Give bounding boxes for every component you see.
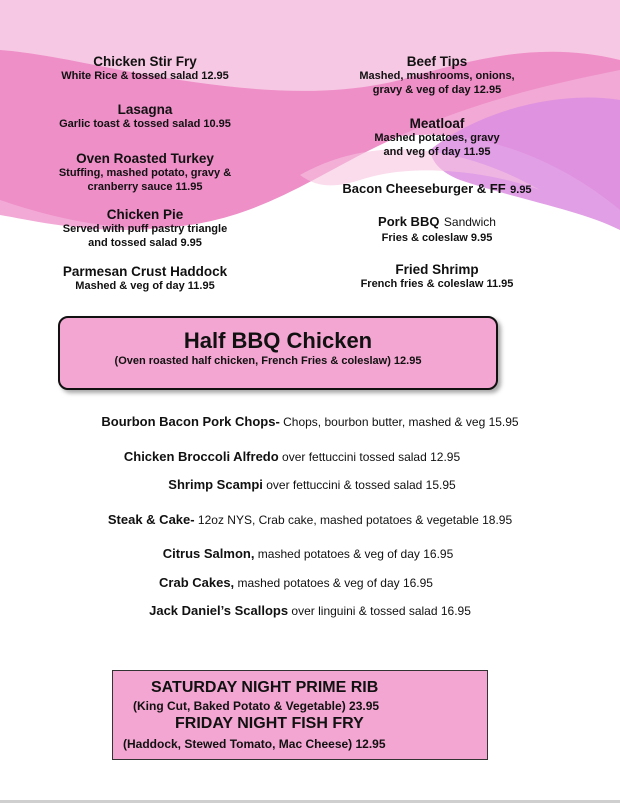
entree-desc: over fettuccini tossed salad 12.95: [278, 450, 461, 464]
entree-desc: mashed potatoes & veg of day 16.95: [254, 547, 454, 561]
saturday-special-desc: (King Cut, Baked Potato & Vegetable) 23.95: [133, 699, 380, 713]
entree-name: Chicken Broccoli Alfredo: [123, 449, 279, 464]
item-desc: Served with puff pastry triangle: [62, 223, 228, 236]
menu-item-chicken-pie: [0, 207, 290, 250]
item-title: Fried Shrimp: [395, 262, 479, 277]
menu-item-pork-bbq: [292, 212, 582, 245]
entree-desc: over fettuccini & tossed salad 15.95: [262, 478, 456, 492]
menu-item-beef-tips: [292, 54, 582, 97]
entree-row: [0, 545, 618, 563]
item-title: Pork BBQ: [378, 214, 440, 229]
entree-row: [0, 574, 606, 592]
entree-desc: over linguini & tossed salad 16.95: [288, 604, 471, 618]
item-desc: French fries & coleslaw 11.95: [360, 278, 514, 291]
menu-item-meatloaf: [292, 116, 582, 159]
item-desc: White Rice & tossed salad 12.95: [61, 70, 229, 83]
item-title: Bacon Cheeseburger & FF: [342, 181, 506, 196]
entree-desc: Chops, bourbon butter, mashed & veg 15.95: [279, 415, 519, 429]
menu-item-bacon-cheeseburger: [292, 179, 582, 199]
entree-row: [0, 448, 602, 466]
item-desc: Fries & coleslaw 9.95: [381, 231, 493, 244]
entree-desc: 12oz NYS, Crab cake, mashed potatoes & vegetable 18.95: [194, 513, 513, 527]
friday-special-title: FRIDAY NIGHT FISH FRY: [175, 715, 364, 732]
item-desc: Garlic toast & tossed salad 10.95: [59, 118, 231, 131]
item-desc: Mashed & veg of day 11.95: [75, 280, 215, 293]
item-title: Lasagna: [117, 102, 173, 117]
friday-special-desc: (Haddock, Stewed Tomato, Mac Cheese) 12.95: [123, 737, 386, 751]
entree-name: Jack Daniel’s Scallops: [149, 603, 289, 618]
entree-row: [0, 511, 620, 529]
entree-name: Shrimp Scampi: [168, 477, 263, 492]
item-desc: Mashed, mushrooms, onions,: [359, 70, 515, 83]
entree-name: Crab Cakes,: [159, 575, 235, 590]
item-title: Meatloaf: [409, 116, 465, 131]
saturday-special-title: SATURDAY NIGHT PRIME RIB: [151, 679, 379, 696]
featured-desc: (Oven roasted half chicken, French Fries & coleslaw) 12.95: [114, 355, 422, 367]
entree-row: [0, 413, 620, 431]
entree-desc: mashed potatoes & veg of day 16.95: [234, 576, 433, 590]
entree-name: Bourbon Bacon Pork Chops-: [101, 414, 280, 429]
item-title: Oven Roasted Turkey: [76, 151, 214, 166]
item-desc: Mashed potatoes, gravy: [374, 132, 500, 145]
entree-row: [2, 476, 620, 494]
item-title: Beef Tips: [406, 54, 468, 69]
entree-name: Steak & Cake-: [107, 512, 195, 527]
menu-item-lasagna: [0, 102, 290, 132]
menu-item-chicken-stir-fry: [0, 54, 290, 84]
weekend-specials-box: [112, 670, 488, 760]
item-title: Chicken Stir Fry: [93, 54, 197, 69]
entree-name: Citrus Salmon,: [162, 546, 255, 561]
item-desc: cranberry sauce 11.95: [87, 180, 203, 193]
item-title: Chicken Pie: [106, 207, 184, 222]
item-desc: and veg of day 11.95: [383, 145, 491, 158]
entree-row: [0, 602, 620, 620]
menu-item-fried-shrimp: [292, 262, 582, 292]
menu-item-oven-roasted-turkey: [0, 151, 290, 194]
featured-title: Half BBQ Chicken: [183, 328, 373, 353]
item-desc: Stuffing, mashed potato, gravy &: [58, 167, 232, 180]
item-title-suffix: Sandwich: [443, 215, 496, 229]
item-desc: and tossed salad 9.95: [88, 236, 202, 249]
item-price: 9.95: [510, 184, 532, 196]
item-title: Parmesan Crust Haddock: [62, 264, 228, 279]
featured-half-bbq-chicken: [58, 316, 498, 390]
menu-item-parmesan-crust-haddock: [0, 264, 290, 294]
item-desc: gravy & veg of day 12.95: [372, 83, 502, 96]
